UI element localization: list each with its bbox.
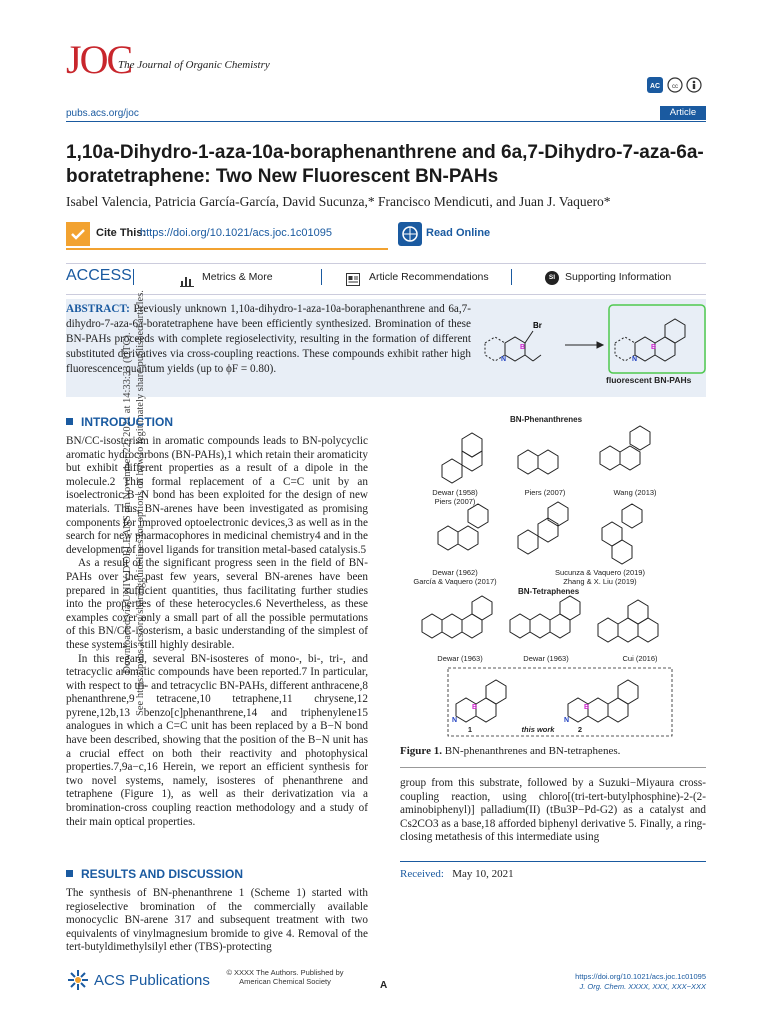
figure-caption-text: BN-phenanthrenes and BN-tetraphenes. <box>444 745 621 757</box>
page-number: A <box>380 980 388 991</box>
cite-icon <box>66 222 90 246</box>
toc-caption: fluorescent BN-PAHs <box>606 375 692 385</box>
svg-text:AC: AC <box>649 83 661 90</box>
header-divider <box>66 121 706 122</box>
fig-label-cui-2016: Cui (2016) <box>622 654 658 663</box>
fig-label-dewar-1962: Dewar (1962) <box>432 568 478 577</box>
svg-text:B: B <box>651 344 657 351</box>
svg-text:N: N <box>452 717 458 724</box>
fig-label-this-work: this work <box>521 725 555 734</box>
results-body <box>66 887 368 955</box>
fig-label-garcia-2017: García & Vaquero (2017) <box>413 577 497 586</box>
intro-paragraph-2: As a result of the significant progress seen in the field of BN-PAHs over the past few years, several BN-arenes have been prepared in sufficient quantities, thus facilitating further studies into the properties of these heterocycles.6 Nevertheless, as these examples cover only a small part of all the possible permutations of this BN/CC-isosterism, a basic understanding of the simplest of these systems is still highly desirable. <box>66 557 368 651</box>
access-separator <box>321 269 322 285</box>
footer-citation: J. Org. Chem. XXXX, XXX, XXX−XXX <box>579 982 706 991</box>
svg-text:Br: Br <box>533 321 542 330</box>
results-paragraph-1: The synthesis of BN-phenanthrene 1 (Scheme 1) started with regioselective bromination of the commercially available monocyclic BN-arene 317 and subsequent treatment with two equivalents of vinylmagnesium bromide to give 4. Removal of the tert-butyldimethylsilyl ether (TBS)-protecting <box>66 887 368 954</box>
fig-label-dewar-1958: Dewar (1958) <box>432 488 478 497</box>
svg-text:B: B <box>472 704 478 711</box>
read-online-icon[interactable] <box>398 222 422 246</box>
journal-name: The Journal of Organic Chemistry <box>118 59 270 71</box>
journal-logo: JOC <box>66 37 132 82</box>
intro-heading <box>66 415 173 429</box>
svg-text:cc: cc <box>672 84 678 90</box>
svg-text:N: N <box>632 356 638 363</box>
metrics-link[interactable]: Metrics & More <box>202 271 273 283</box>
received-line <box>400 868 514 880</box>
figure-caption <box>400 745 620 757</box>
supporting-info-link[interactable]: Supporting Information <box>565 271 672 283</box>
copyright-line2: American Chemical Society <box>239 977 331 986</box>
copyright <box>210 968 360 986</box>
fig-label-dewar-1963-a: Dewar (1963) <box>437 654 483 663</box>
cite-this-label: Cite This: <box>96 227 147 239</box>
download-notice-line1: Downloaded via UNIV D'ORLEANS on November 22, 2021 at 14:33:33 (UTC). <box>122 332 133 674</box>
doi-link[interactable]: https://doi.org/10.1021/acs.joc.1c01095 <box>140 227 333 239</box>
metrics-icon <box>180 272 194 291</box>
acs-publications-logo: ACS Publications <box>94 972 210 989</box>
received-label: Received: <box>400 868 444 880</box>
acs-author-choice-icon <box>647 77 663 93</box>
svg-text:B: B <box>520 344 526 351</box>
intro-body <box>66 435 368 829</box>
recommendations-link[interactable]: Article Recommendations <box>369 271 489 283</box>
intro-paragraph-3: In this regard, several BN-isosteres of mono-, bi-, tri-, and tetracyclic aromatic compounds have been reported.7 In particular, with respect to tri- and tetracyclic BN-PAHs, different anthracene,8 phenanthrene,9 tetracene,10 tetraphene,11 chrysene,12 pyrene,12b,13 benzo[c]phenanthrene,14 and triphenylene15 analogues in which a C=C unit has been replaced by a B−N bond have been described, showing that the position of the B−N unit has a crucial effect on both their reactivity and photophysical properties.7,9a−c,16 Herein, we report an efficient synthesis for two novel systems, namely, isosteres of phenanthrene and tetraphene (Figure 1), as well as their derivatization via a bromination-cross coupling reaction methodology and a study of their main optical properties. <box>66 652 368 828</box>
fig-label-dewar-1963-b: Dewar (1963) <box>523 654 569 663</box>
received-divider <box>400 861 706 862</box>
intro-paragraph-1: BN/CC-isosterism in aromatic compounds leads to BN-polycyclic aromatic hydrocarbons (BN-PAHs),1 which retain their aromaticity but exhibit different properties as a result of a dipole in the molecule.2 This formal replacement of a C=C unit by an isoelectronic B−N bond has been exploited for the design of new materials. Thus, BN-arenes have been investigated as promising components for improved optoelectronic devices,3 as well as in the search for new pharmacophores in medicinal chemistry4 and in the development of novel ligands for transition metal-based catalysis.5 <box>66 435 368 556</box>
svg-text:N: N <box>564 717 570 724</box>
results-heading <box>66 867 243 881</box>
fig-label-compound-2: 2 <box>577 725 583 734</box>
journal-url[interactable]: pubs.acs.org/joc <box>66 108 139 119</box>
access-separator <box>511 269 512 285</box>
fig-heading-tetraphenes: BN-Tetraphenes <box>518 587 580 596</box>
article-title: 1,10a-Dihydro-1-aza-10a-boraphenanthrene and 6a,7-Dihydro-7-aza-6a-boratetraphene: Two New Fluorescent BN-PAHs <box>66 142 704 187</box>
fig-label-piers-2007-a: Piers (2007) <box>434 497 476 506</box>
read-online-button[interactable]: Read Online <box>426 227 491 239</box>
article-type-badge: Article <box>660 106 706 120</box>
fig-label-zhang-2019: Zhang & X. Liu (2019) <box>563 577 637 586</box>
received-date: May 10, 2021 <box>452 868 514 880</box>
cc-license-icon <box>667 77 683 97</box>
access-label: ACCESS <box>66 267 132 284</box>
recommendations-icon <box>346 271 360 290</box>
abstract-text: Previously unknown 1,10a-dihydro-1-aza-10a-boraphenanthrene and 6a,7-dihydro-7-aza-6a-boratetraphene have been efficiently synthesized. Bromination of these BN-PAHs proceeds with complete regioselectivity, resulting in the formation of different substituted derivatives via cross-coupling reactions. These compounds exhibit rather high fluorescence quantum yields (up to ϕF = 0.80). <box>66 303 471 375</box>
results-heading-text: RESULTS AND DISCUSSION <box>81 867 244 881</box>
figure-caption-label: Figure 1. <box>400 745 442 757</box>
fig-heading-phenanthrenes: BN-Phenanthrenes <box>510 415 583 424</box>
right-column-paragraph: group from this substrate, followed by a Suzuki−Miyaura cross-coupling reaction, using chloro[(tri-tert-butylphosphine)-2-(2-aminobiphenyl)] palladium(II) (tBu3P−Pd-G2) as a catalyst and Cs2CO3 as a base,18 afforded biphenyl derivative 5. Finally, a ring-closing metathesis of this intermediate using <box>400 777 706 844</box>
copyright-line1: © XXXX The Authors. Published by <box>226 968 344 977</box>
footer-doi[interactable]: https://doi.org/10.1021/acs.joc.1c01095 <box>575 972 706 981</box>
fig-label-piers-2007-b: Piers (2007) <box>524 488 566 497</box>
figure-divider <box>400 767 706 768</box>
supporting-info-icon: SI <box>545 271 559 285</box>
author-list: Isabel Valencia, Patricia García-García, David Sucunza,* Francisco Mendicuti, and Juan J. Vaquero* <box>66 194 611 209</box>
fig-label-compound-1: 1 <box>467 725 473 734</box>
svg-text:B: B <box>584 704 590 711</box>
svg-text:N: N <box>501 356 507 363</box>
by-license-icon <box>686 77 702 97</box>
download-notice-line2: See https://pubs.acs.org/sharingguidelines for options on how to legitimately share published articles. <box>135 290 146 716</box>
acs-logo-icon <box>66 968 90 996</box>
intro-heading-text: INTRODUCTION <box>81 415 173 429</box>
fig-label-wang-2013: Wang (2013) <box>613 488 657 497</box>
fig-label-sucunza-2019: Sucunza & Vaquero (2019) <box>555 568 645 577</box>
right-column-body <box>400 777 706 845</box>
figure-1 <box>400 410 706 740</box>
abstract-label: ABSTRACT: <box>66 303 130 315</box>
